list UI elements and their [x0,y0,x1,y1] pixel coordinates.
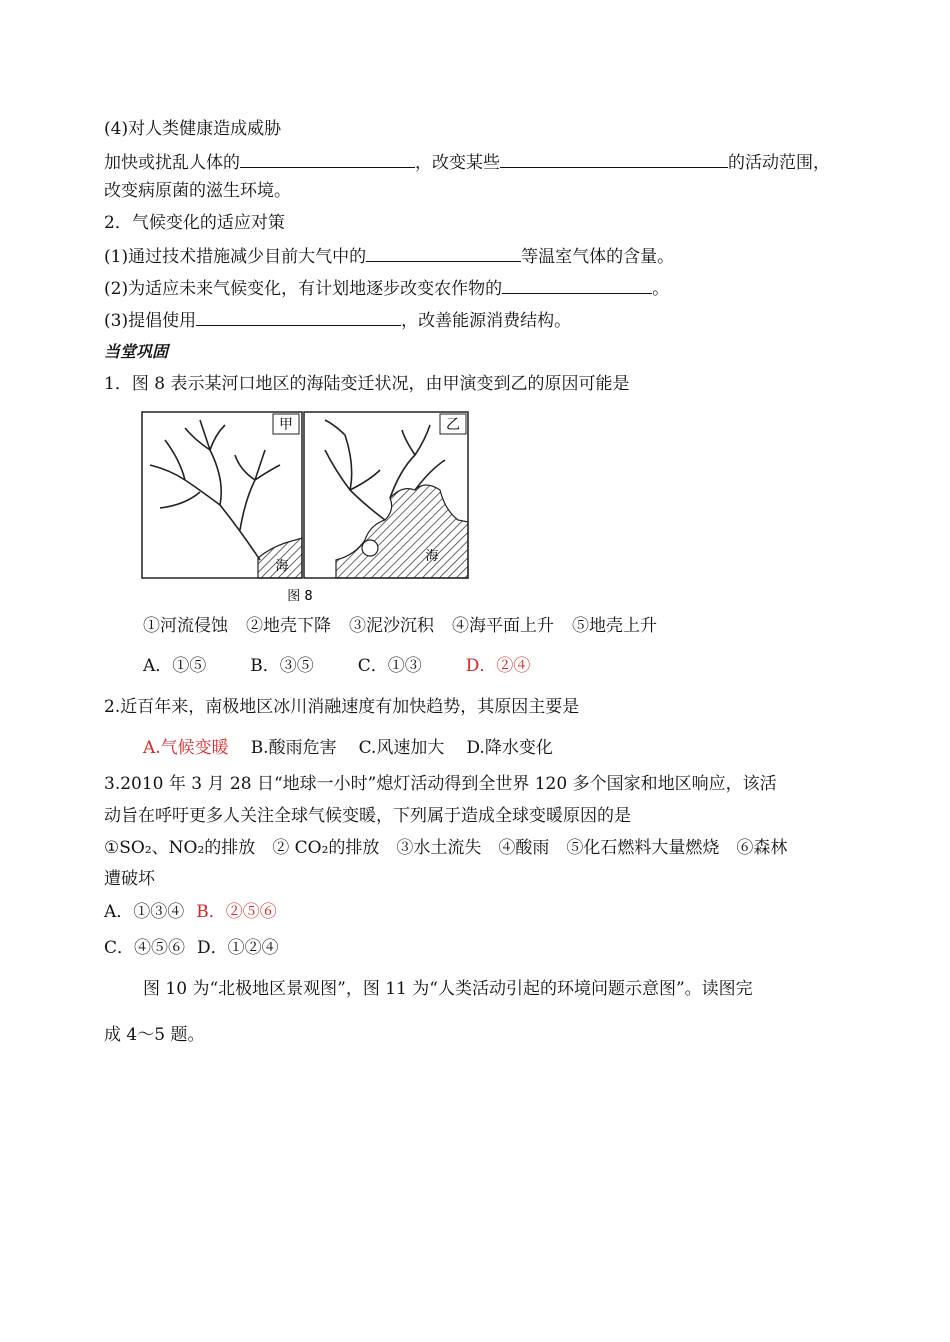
q3-choice-a[interactable]: A．①③④ [104,902,185,922]
sec2-item3: (3)提倡使用 ，改善能源消费结构。 [104,307,571,333]
q3-choices-row1 [104,900,277,924]
consolidation-heading: 当堂巩固 [104,342,169,361]
figure-caption: 图 8 [287,589,313,604]
estuary-map-svg [140,410,470,610]
sec4-line1: 加快或扰乱人体的 ，改变某些 的活动范围， [104,149,830,175]
q2-choice-a-answer[interactable]: A.气候变暖 [143,738,229,758]
sec4-line2: 改变病原菌的滋生环境。 [104,181,291,201]
q3-choice-b-answer[interactable]: B．②⑤⑥ [196,902,277,922]
q3-stem-1: 3.2010 年 3 月 28 日“地球一小时”熄灯活动得到全世界 120 多个国家和地区响应，该活 [104,774,777,794]
q2-choice-c[interactable]: C.风速加大 [358,738,445,758]
sec2-title: 2．气候变化的适应对策 [104,213,285,233]
q45-intro-1: 图 10 为“北极地区景观图”，图 11 为“人类活动引起的环境问题示意图”。读图完 [143,979,753,999]
answer-blank-1[interactable] [240,149,415,168]
q3-items-2: 遭破坏 [104,869,155,889]
panel-a-label: 甲 [279,417,293,433]
q1-stem: 1．图 8 表示某河口地区的海陆变迁状况，由甲演变到乙的原因可能是 [104,374,630,394]
answer-blank-3[interactable] [366,243,521,262]
q3-items-1: ①SO₂、NO₂的排放 ② CO₂的排放 ③水土流失 ④酸雨 ⑤化石燃料大量燃烧 ⑥森林 [104,838,788,858]
answer-blank-2[interactable] [500,149,728,168]
q1-options: ①河流侵蚀 ②地壳下降 ③泥沙沉积 ④海平面上升 ⑤地壳上升 [143,616,657,636]
q1-choice-c[interactable]: C．①③ [357,656,422,676]
q2-choice-b[interactable]: B.酸雨危害 [250,738,337,758]
answer-blank-5[interactable] [196,307,401,326]
q2-choice-d[interactable]: D.降水变化 [466,738,553,758]
q3-choice-d[interactable]: D．①②④ [197,938,279,958]
q1-choices [143,654,530,678]
q3-stem-2: 动旨在呼吁更多人关注全球气候变暖，下列属于造成全球变暖原因的是 [104,806,631,826]
q2-choices [143,736,553,760]
panel-b-island [362,540,378,556]
panel-b-sea-label: 海 [425,549,439,564]
q3-choices-row2 [104,936,279,960]
q1-choice-a[interactable]: A．①⑤ [143,656,207,676]
sec2-item1: (1)通过技术措施减少目前大气中的 等温室气体的含量。 [104,243,674,269]
q1-choice-d-answer[interactable]: D．②④ [465,656,531,676]
sec2-item2: (2)为适应未来气候变化，有计划地逐步改变农作物的 。 [104,275,669,301]
q3-choice-c[interactable]: C．④⑤⑥ [104,938,186,958]
sec4-title: (4)对人类健康造成威胁 [104,119,282,139]
q2-stem: 2.近百年来，南极地区冰川消融速度有加快趋势，其原因主要是 [104,697,580,717]
q45-intro-2: 成 4～5 题。 [104,1025,205,1045]
figure-8-estuary [140,410,470,610]
q1-choice-b[interactable]: B．③⑤ [250,656,314,676]
answer-blank-4[interactable] [502,275,652,294]
panel-b-label: 乙 [446,417,460,433]
panel-a-sea-label: 海 [275,559,289,574]
